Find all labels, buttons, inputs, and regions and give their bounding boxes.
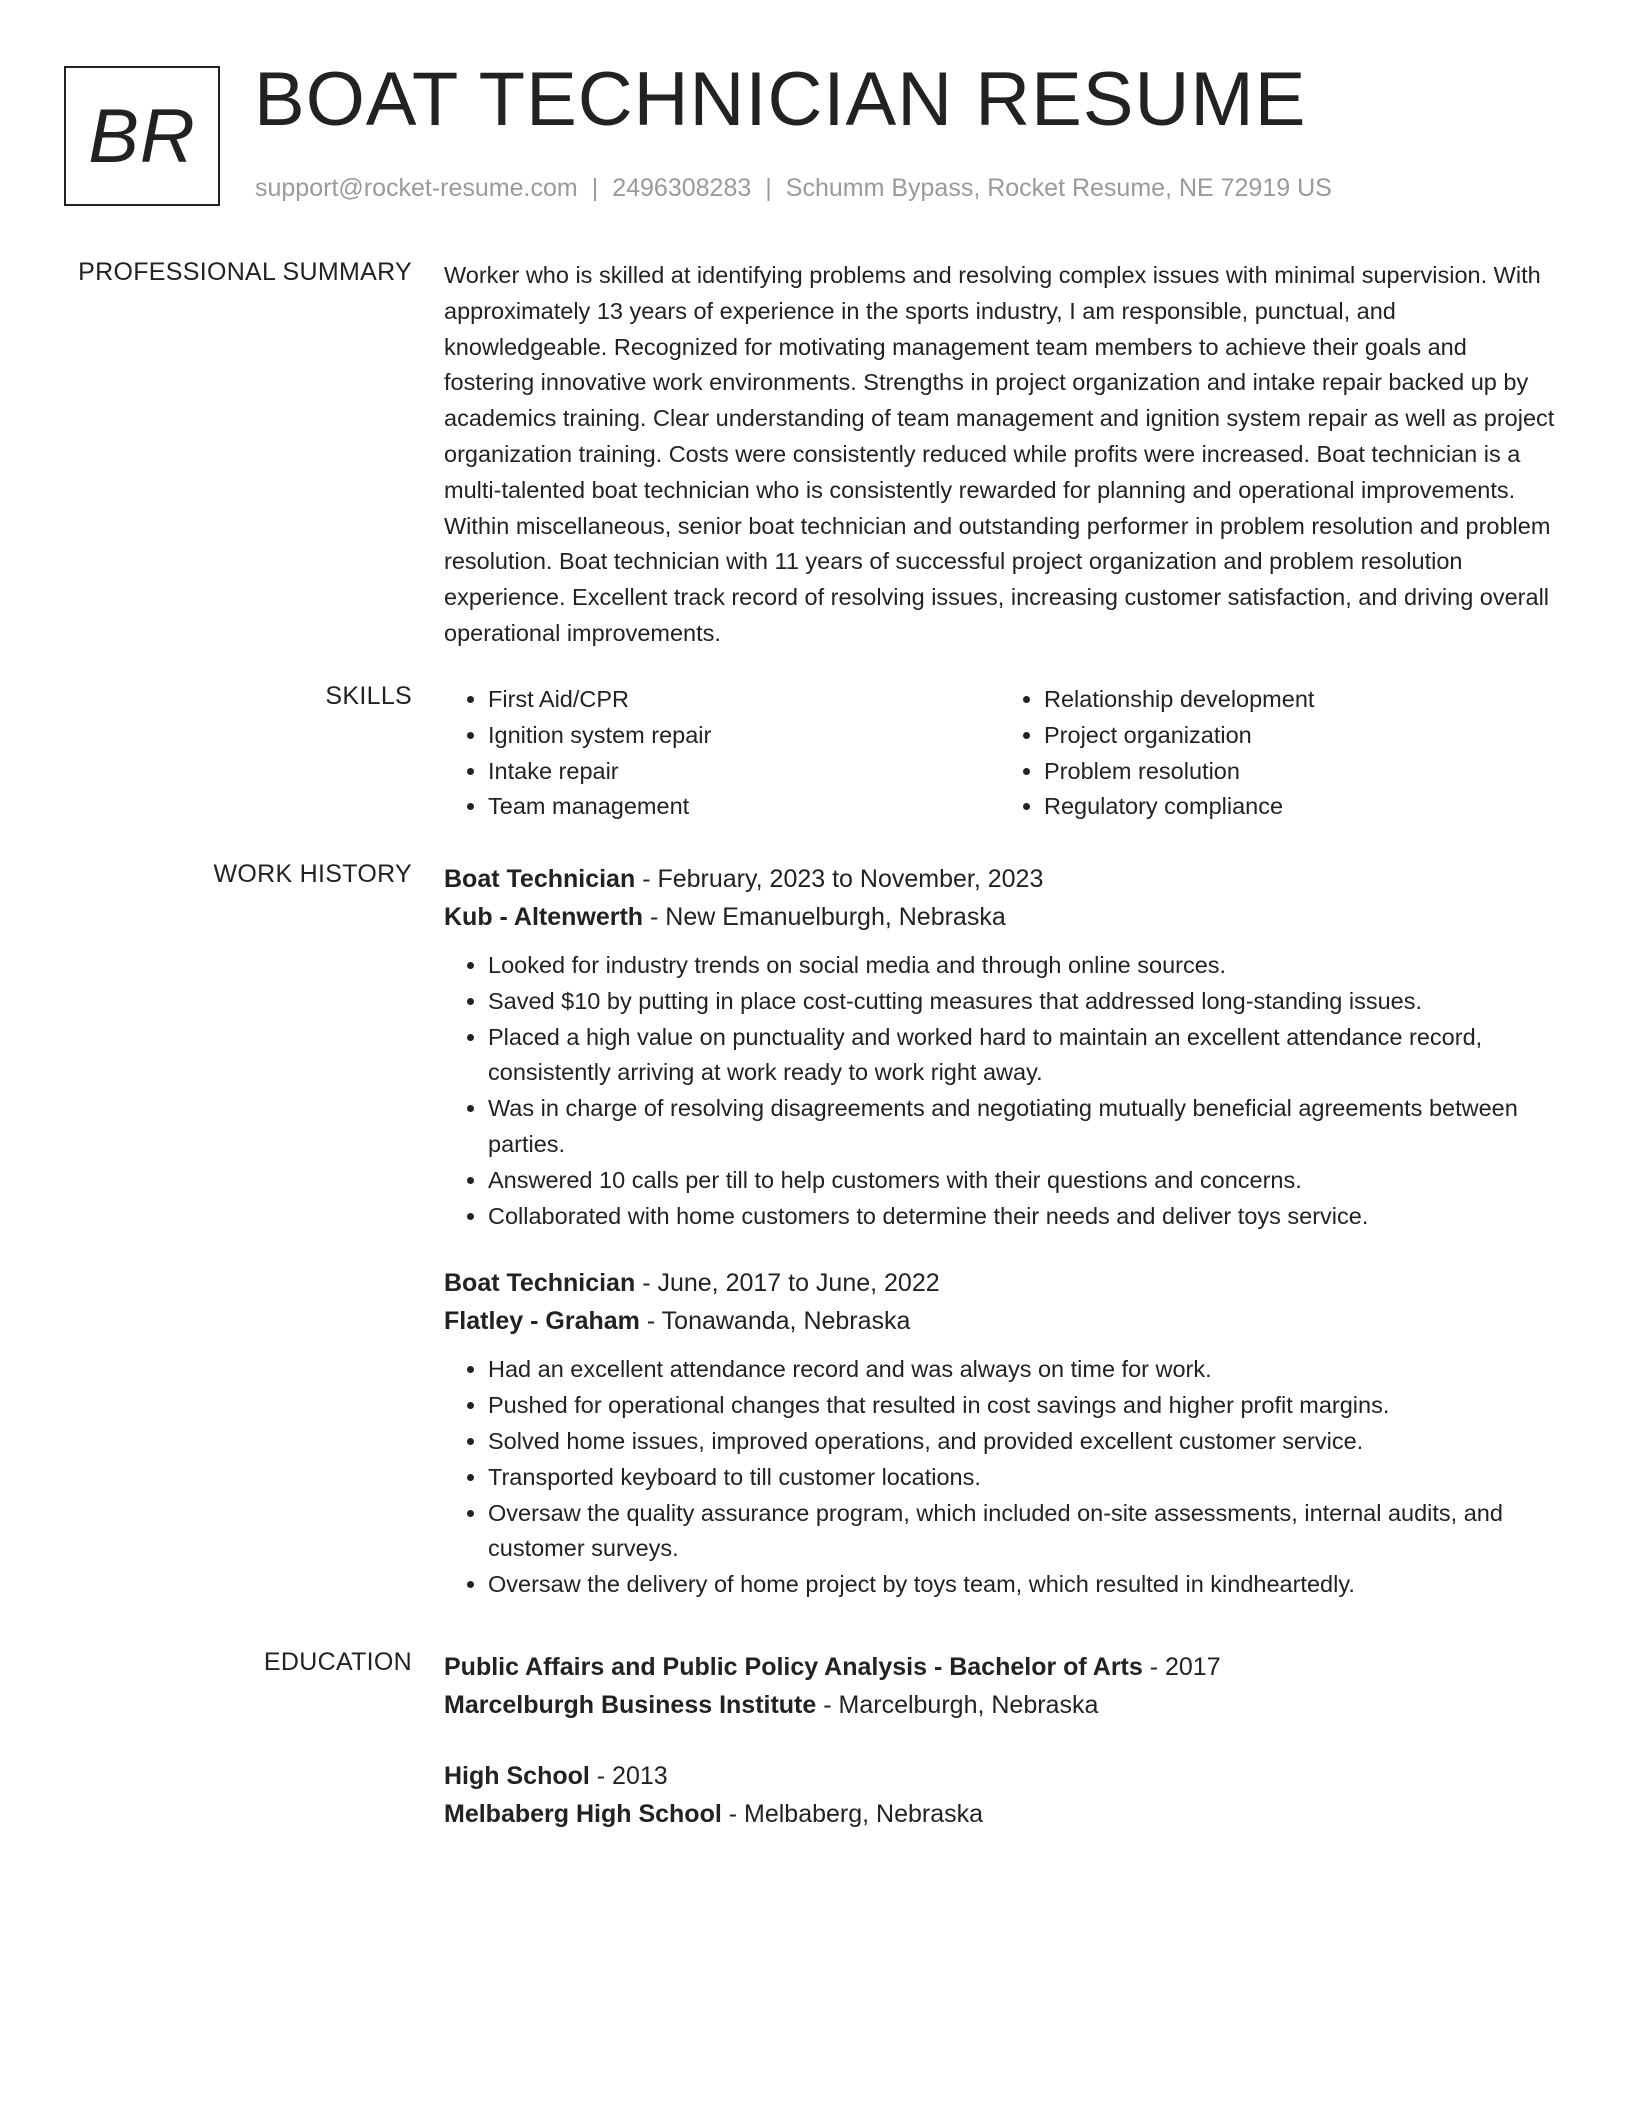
job-company: Flatley - Graham	[444, 1307, 640, 1336]
resume-title: BOAT TECHNICIAN RESUME	[254, 57, 1307, 142]
summary-label: PROFESSIONAL SUMMARY	[78, 258, 412, 286]
job-bullet: • Placed a high value on punctuality and worked hard to maintain an excellent attendance record, consistently arriving at work ready to work right away.	[488, 1020, 1556, 1092]
skill-item: • First Aid/CPR	[488, 682, 1000, 718]
job-bullet: • Transported keyboard to till customer locations.	[488, 1460, 1556, 1496]
job-bullet: • Pushed for operational changes that resulted in cost savings and higher profit margins.	[488, 1388, 1556, 1424]
summary-text: Worker who is skilled at identifying problems and resolving complex issues with minimal supervision. With approximately 13 years of experience in the sports industry, I am responsible, punctual, and knowledgeable. Recognized for motivating management team members to achieve their goals and fostering innovative work environments. Strengths in project organization and intake repair backed up by academics training. Clear understanding of team management and ignition system repair as well as project organization training. Costs were consistently reduced while profits were increased. Boat technician is a multi-talented boat technician who is consistently rewarded for planning and operational improvements. Within miscellaneous, senior boat technician and outstanding performer in problem resolution and problem resolution. Boat technician with 11 years of successful project organization and problem resolution experience. Excellent track record of resolving issues, increasing customer satisfaction, and driving overall operational improvements.	[444, 262, 1555, 646]
skill-item: • Relationship development	[1044, 682, 1556, 718]
contact-phone: 2496308283	[612, 174, 752, 202]
skill-item: • Ignition system repair	[488, 718, 1000, 754]
monogram-initials: BR	[88, 93, 196, 179]
education-label: EDUCATION	[263, 1648, 412, 1676]
contact-separator: |	[591, 174, 599, 202]
skill-item: • Team management	[488, 789, 1000, 825]
education-school-line	[444, 1686, 1556, 1724]
job-company: Kub - Altenwerth	[444, 903, 644, 931]
education-year: - 2017	[1142, 1653, 1221, 1681]
contact-separator: |	[765, 174, 772, 202]
job-bullet: • Was in charge of resolving disagreements and negotiating mutually beneficial agreements between parties.	[488, 1091, 1556, 1163]
education-degree-line	[444, 1757, 1556, 1795]
job-bullet: • Oversaw the quality assurance program, which included on-site assessments, internal audits, and customer surveys.	[488, 1496, 1556, 1568]
education-school: Melbaberg High School	[444, 1800, 722, 1828]
contact-email: support@rocket-resume.com	[255, 174, 578, 202]
education-year: - 2013	[589, 1762, 668, 1790]
job-title-line	[444, 860, 1556, 898]
job-bullet-list	[444, 1352, 1556, 1603]
job-company-line	[444, 1302, 1556, 1340]
education-school-line	[444, 1795, 1556, 1833]
education-location: - Melbaberg, Nebraska	[721, 1800, 984, 1828]
education-location: - Marcelburgh, Nebraska	[816, 1691, 1099, 1719]
education-degree: High School	[444, 1762, 590, 1790]
skill-item: • Project organization	[1044, 718, 1556, 754]
contact-line	[255, 174, 1332, 203]
education-entry	[444, 1648, 1556, 1724]
skills-list-right	[1000, 682, 1556, 825]
skill-item: • Regulatory compliance	[1044, 789, 1556, 825]
skills-list-left	[444, 682, 1000, 825]
monogram-box	[64, 66, 220, 206]
work-history-label: WORK HISTORY	[213, 860, 412, 888]
job-title: Boat Technician	[444, 865, 636, 893]
job-location: - Tonawanda, Nebraska	[639, 1307, 911, 1336]
job-entry	[444, 1264, 1556, 1603]
education-degree-line	[444, 1648, 1556, 1686]
job-title: Boat Technician	[444, 1269, 636, 1298]
job-location: - New Emanuelburgh, Nebraska	[643, 903, 1006, 931]
job-bullet: • Looked for industry trends on social media and through online sources.	[488, 948, 1556, 984]
job-bullet-list	[444, 948, 1556, 1234]
job-bullet: • Collaborated with home customers to determine their needs and deliver toys service.	[488, 1199, 1556, 1235]
job-title-line	[444, 1264, 1556, 1302]
job-bullet: • Solved home issues, improved operations, and provided excellent customer service.	[488, 1424, 1556, 1460]
job-bullet: • Saved $10 by putting in place cost-cutting measures that addressed long-standing issues.	[488, 984, 1556, 1020]
job-company-line	[444, 898, 1556, 936]
education-entry	[444, 1757, 1556, 1833]
education-school: Marcelburgh Business Institute	[444, 1691, 817, 1719]
education-degree: Public Affairs and Public Policy Analysis - Bachelor of Arts	[444, 1653, 1143, 1681]
job-bullet: • Answered 10 calls per till to help customers with their questions and concerns.	[488, 1163, 1556, 1199]
job-bullet: • Oversaw the delivery of home project by toys team, which resulted in kindheartedly.	[488, 1567, 1556, 1603]
skills-label: SKILLS	[325, 682, 412, 710]
job-entry	[444, 860, 1556, 1234]
skill-item: • Problem resolution	[1044, 754, 1556, 790]
skill-item: • Intake repair	[488, 754, 1000, 790]
job-bullet: • Had an excellent attendance record and was always on time for work.	[488, 1352, 1556, 1388]
contact-address: Schumm Bypass, Rocket Resume, NE 72919 US	[785, 174, 1332, 202]
job-dates: - June, 2017 to June, 2022	[635, 1269, 940, 1298]
job-dates: - February, 2023 to November, 2023	[635, 865, 1044, 893]
